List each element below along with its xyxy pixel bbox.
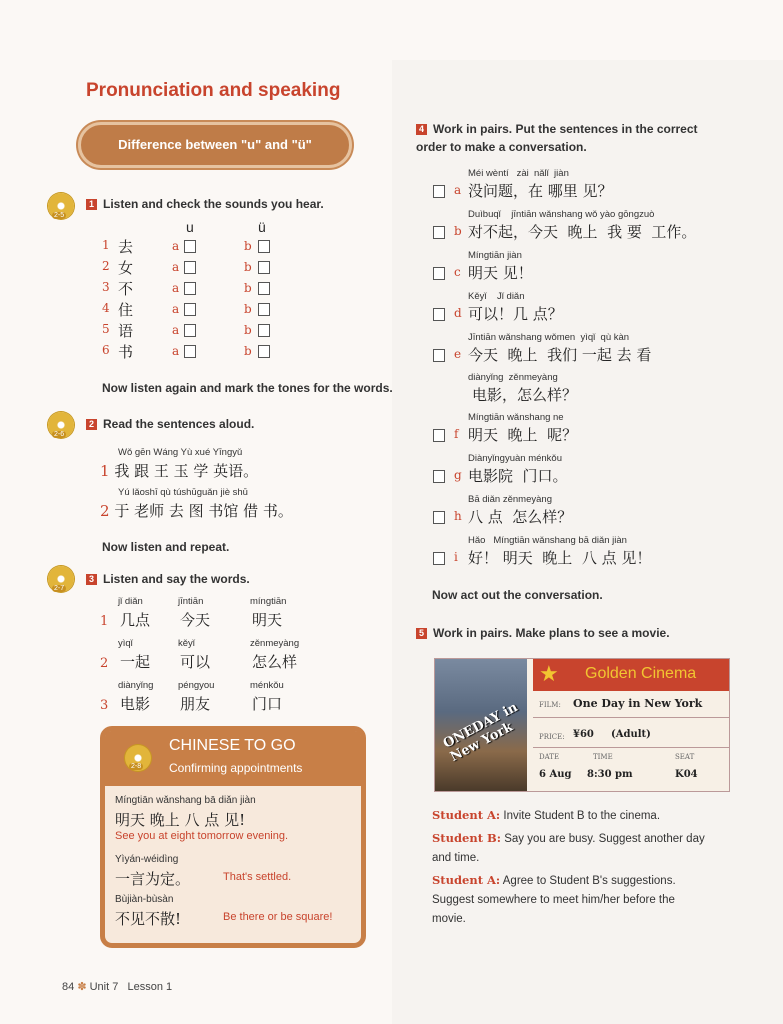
word-han: 明天 (252, 611, 283, 629)
item-letter: i (454, 550, 458, 564)
sentence-han: 明天 晚上 呢？ (468, 426, 578, 444)
date: 6 Aug (539, 769, 572, 780)
cd-track-label: 2-8 (131, 763, 142, 770)
item-letter: a (454, 183, 462, 197)
ticket-photo (435, 659, 527, 791)
order-checkbox[interactable] (433, 470, 445, 483)
row-number: 2 (102, 259, 110, 273)
sentence-han: 今天 晚上 我们 一起 去 看 (468, 346, 652, 364)
order-checkbox[interactable] (433, 552, 445, 565)
exercise-2-note: Now listen and repeat. (102, 540, 230, 554)
option-b-label: b (244, 302, 252, 316)
check-row (102, 236, 282, 256)
sentence-pinyin: Hǎo Míngtiān wǎnshang bā diǎn jiàn (468, 535, 627, 546)
box-header (105, 731, 361, 786)
cd-track-label: 2-6 (54, 431, 65, 438)
phrase-3-pinyin: Bùjiàn-bùsàn (115, 894, 174, 905)
option-a-label: a (172, 323, 180, 337)
page-footer (62, 980, 172, 993)
movie-ticket (434, 658, 730, 792)
exercise-5-title: 5 Work in pairs. Make plans to see a movie. (416, 626, 670, 640)
sentence-han: 八 点 怎么样？ (468, 508, 573, 526)
chinese-to-go-box (100, 726, 366, 948)
row-number: 6 (102, 343, 110, 357)
sentence-pinyin: Bā diǎn zěnmeyàng (468, 494, 552, 505)
price: ¥60 (573, 729, 594, 740)
sentence-2-pinyin: Yú lǎoshī qù túshūguǎn jiè shū (118, 487, 248, 498)
order-checkbox[interactable] (433, 267, 445, 280)
star-icon: ★ (539, 661, 559, 686)
word-han: 几点 (120, 611, 151, 629)
row-character: 书 (118, 343, 134, 361)
check-row (102, 257, 282, 277)
order-checkbox[interactable] (433, 429, 445, 442)
role-instructions: Student A: Invite Student B to the cinema. Student B: Say you are busy. Suggest another day and time. Student A: Agree to Student B's suggestions. Suggest somewhere to meet him/her before the movie. (432, 808, 705, 925)
option-b-label: b (244, 239, 252, 253)
phrase-3-translation: Be there or be square! (223, 911, 333, 923)
cinema-name: Golden Cinema (585, 665, 697, 682)
row-character: 不 (118, 280, 134, 298)
option-a-label: a (172, 260, 180, 274)
phrase-1: 明天 晚上 八 点 见! (115, 811, 246, 829)
phrase-2-pinyin: Yìyán-wéidìng (115, 854, 179, 865)
word-han: 朋友 (180, 695, 211, 713)
exercise-1-note: Now listen again and mark the tones for the words. (102, 381, 393, 395)
sentence-pinyin: Méi wèntí zài nǎlǐ jiàn (468, 168, 569, 179)
unit-label: Unit 7 (89, 981, 119, 993)
checkbox-u[interactable] (184, 345, 196, 358)
item-letter: d (454, 306, 462, 320)
word-pinyin: péngyou (178, 680, 215, 691)
column-v-label: ü (258, 219, 266, 235)
option-b-label: b (244, 344, 252, 358)
word-pinyin: jīntiān (178, 596, 204, 607)
lesson-label: Lesson 1 (127, 981, 173, 993)
sentence-pinyin: Kěyǐ Jǐ diǎn (468, 291, 525, 302)
word-pinyin: kěyǐ (178, 638, 195, 649)
sentence-1: 1 我 跟 王 玉 学 英语。 (100, 462, 259, 480)
sentence-han: 电影，怎么样？ (472, 386, 578, 404)
phrase-3: 不见不散! (115, 910, 182, 928)
section-title: Pronunciation and speaking (86, 80, 341, 101)
checkbox-v[interactable] (258, 345, 270, 358)
seat-label: SEAT (675, 753, 695, 761)
sentence-han: 好！ 明天 晚上 八 点 见！ (468, 549, 652, 567)
seat: K04 (675, 769, 698, 780)
order-checkbox[interactable] (433, 185, 445, 198)
checkbox-v[interactable] (258, 240, 270, 253)
word-han: 怎么样 (252, 653, 298, 671)
option-a-label: a (172, 302, 180, 316)
row-number: 4 (102, 301, 110, 315)
phrase-1-translation: See you at eight tomorrow evening. (115, 830, 289, 842)
item-letter: b (454, 224, 462, 238)
item-letter: f (454, 427, 459, 441)
word-han: 门口 (252, 695, 283, 713)
sentence-han: 对不起，今天 晚上 我 要 工作。 (468, 223, 697, 241)
option-a-label: a (172, 239, 180, 253)
row-character: 语 (118, 322, 134, 340)
word-pinyin: jǐ diǎn (118, 596, 143, 607)
checkbox-v[interactable] (258, 261, 270, 274)
exercise-2-title: 2 Read the sentences aloud. (86, 417, 254, 431)
sentence-han: 没问题，在 哪里 见？ (468, 182, 613, 200)
exercise-1-title: 1 Listen and check the sounds you hear. (86, 197, 324, 211)
cd-track-label: 2-5 (54, 212, 65, 219)
column-u-label: u (186, 219, 194, 235)
check-row (102, 320, 282, 340)
time-label: TIME (593, 753, 613, 761)
flower-icon: ✽ (77, 981, 87, 993)
row-number: 2 (100, 656, 109, 671)
row-character: 住 (118, 301, 134, 319)
option-b-label: b (244, 323, 252, 337)
exercise-4-title: 4 Work in pairs. Put the sentences in the correct order to make a conversation. (416, 122, 698, 154)
page-number: 84 (62, 981, 75, 993)
checkbox-v[interactable] (258, 324, 270, 337)
item-letter: c (454, 265, 461, 279)
word-pinyin: diànyǐng (118, 680, 154, 691)
film-label: FILM: (539, 701, 561, 709)
row-number: 3 (102, 280, 110, 294)
date-label: DATE (539, 753, 560, 761)
item-letter: h (454, 509, 462, 523)
divider (533, 717, 729, 718)
cd-track-label: 2-7 (54, 585, 65, 592)
word-pinyin: míngtiān (250, 596, 287, 607)
ticket-photo-text: ONEDAY in New York (440, 699, 521, 765)
checkbox-u[interactable] (184, 240, 196, 253)
item-letter: e (454, 347, 462, 361)
word-pinyin: zěnmeyàng (250, 638, 300, 649)
check-row (102, 278, 282, 298)
word-han: 电影 (120, 695, 151, 713)
exercise-3-title: 3 Listen and say the words. (86, 572, 250, 586)
sentence-1-pinyin: Wǒ gēn Wáng Yù xué Yīngyǔ (118, 447, 243, 458)
check-row (102, 341, 282, 361)
order-checkbox[interactable] (433, 226, 445, 239)
phrase-2-translation: That's settled. (223, 871, 292, 883)
sentence-han: 电影院 门口。 (468, 467, 568, 485)
film-name: One Day in New York (573, 697, 703, 710)
word-pinyin: ménkǒu (250, 680, 284, 691)
checkbox-u[interactable] (184, 261, 196, 274)
topic-pill: Difference between "u" and "ü" (78, 122, 352, 168)
exercise-4-note: Now act out the conversation. (432, 588, 603, 602)
sentence-pinyin: Duìbuqǐ jīntiān wǎnshang wǒ yào gōngzuò (468, 209, 655, 220)
checkbox-v[interactable] (258, 282, 270, 295)
option-a-label: a (172, 281, 180, 295)
row-number: 3 (100, 698, 109, 713)
item-letter: g (454, 468, 462, 482)
phrase-1-pinyin: Míngtiān wǎnshang bā diǎn jiàn (115, 795, 256, 806)
word-pinyin: yìqǐ (118, 638, 133, 649)
box-title: CHINESE TO GO (169, 737, 296, 754)
option-a-label: a (172, 344, 180, 358)
divider (533, 747, 729, 748)
word-han: 今天 (180, 611, 211, 629)
sentence-han: 明天 见！ (468, 264, 533, 282)
phrase-2: 一言为定。 (115, 870, 191, 888)
price-type: (Adult) (611, 729, 651, 740)
box-subtitle: Confirming appointments (169, 761, 303, 775)
price-label: PRICE: (539, 733, 565, 741)
sentence-2: 2 于 老师 去 图 书馆 借 书。 (100, 502, 293, 520)
ticket-header (533, 659, 729, 691)
sentence-pinyin: Jīntiān wǎnshang wǒmen yìqǐ qù kàn (468, 332, 630, 343)
row-number: 1 (100, 614, 109, 629)
sentence-pinyin: Míngtiān jiàn (468, 250, 522, 261)
sentence-han: 可以！几 点？ (468, 305, 563, 323)
option-b-label: b (244, 281, 252, 295)
word-han: 一起 (120, 653, 151, 671)
row-character: 去 (118, 238, 134, 256)
order-checkbox[interactable] (433, 349, 445, 362)
word-han: 可以 (180, 653, 211, 671)
checkbox-u[interactable] (184, 303, 196, 316)
order-checkbox[interactable] (433, 511, 445, 524)
order-checkbox[interactable] (433, 308, 445, 321)
checkbox-u[interactable] (184, 282, 196, 295)
sentence-pinyin: diànyǐng zěnmeyàng (468, 372, 558, 383)
row-number: 1 (102, 238, 110, 252)
checkbox-u[interactable] (184, 324, 196, 337)
row-number: 5 (102, 322, 110, 336)
option-b-label: b (244, 260, 252, 274)
time: 8:30 pm (587, 769, 633, 780)
row-character: 女 (118, 259, 134, 277)
check-row (102, 299, 282, 319)
sentence-pinyin: Diànyǐngyuàn ménkǒu (468, 453, 563, 464)
sentence-pinyin: Míngtiān wǎnshang ne (468, 412, 564, 423)
checkbox-v[interactable] (258, 303, 270, 316)
